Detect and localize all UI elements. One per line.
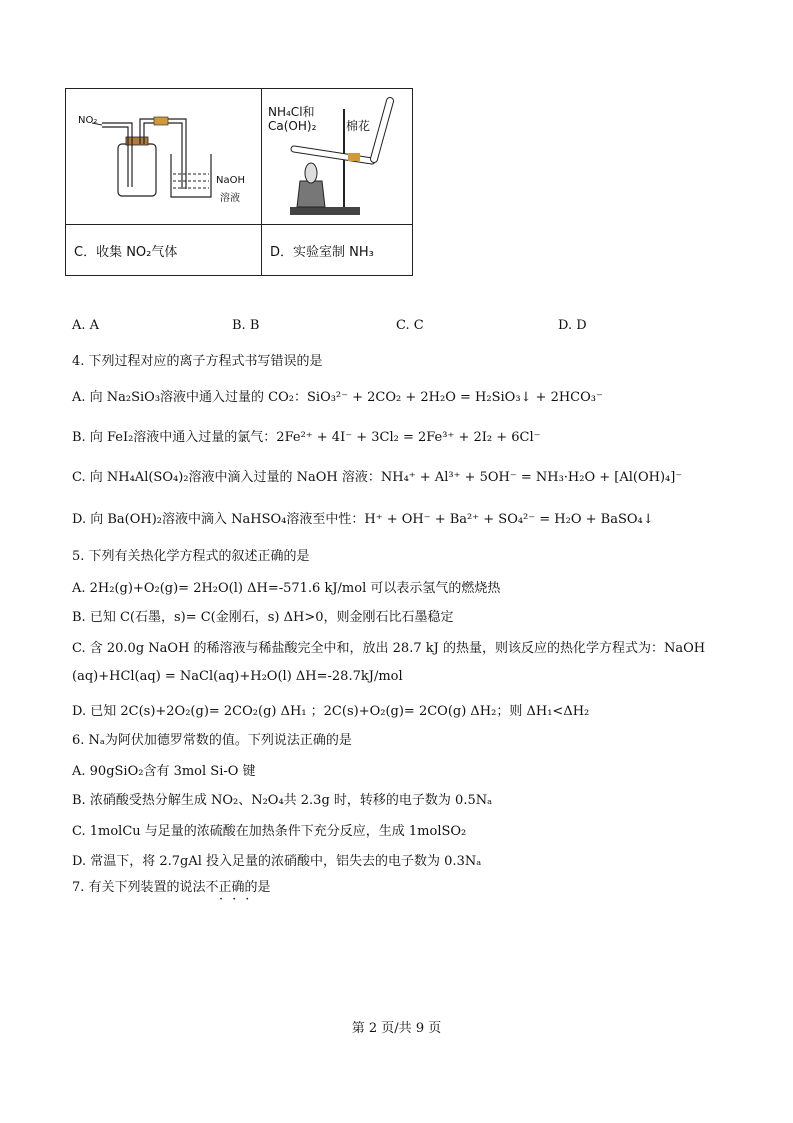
q5-option-b: B. 已知 C(石墨，s)= C(金刚石，s) ΔH>0，则金刚石比石墨稳定 <box>72 610 454 625</box>
emphasis-dots: ··· <box>219 892 259 907</box>
apparatus-table <box>65 88 413 276</box>
q6-option-d: D. 常温下，将 2.7gAl 投入足量的浓硝酸中，铝失去的电子数为 0.3Nₐ <box>72 854 482 869</box>
q6-stem: 6. Nₐ为阿伏加德罗常数的值。下列说法正确的是 <box>72 733 352 748</box>
q6-option-a: A. 90gSiO₂含有 3mol Si-O 键 <box>72 764 256 779</box>
q7-stem: 7. 有关下列装置的说法不正确的是 <box>72 880 271 895</box>
q3-option-b: B. B <box>232 318 260 333</box>
q4-option-c: C. 向 NH₄Al(SO₄)₂溶液中滴入过量的 NaOH 溶液：NH₄⁺ + Al³⁺ + 5OH⁻ = NH₃·H₂O + [Al(OH)₄]⁻ <box>72 470 683 485</box>
no2-label: NO₂ <box>78 115 98 126</box>
q3-option-c: C. C <box>396 318 424 333</box>
q5-option-a: A. 2H₂(g)+O₂(g)= 2H₂O(l) ΔH=-571.6 kJ/mol 可以表示氢气的燃烧热 <box>72 581 501 596</box>
caption-d: D．实验室制 NH₃ <box>262 225 413 276</box>
q5-stem: 5. 下列有关热化学方程式的叙述正确的是 <box>72 549 310 564</box>
reagent-label-2: Ca(OH)₂ <box>268 119 317 133</box>
q4-option-a: A. 向 Na₂SiO₃溶液中通入过量的 CO₂：SiO₃²⁻ + 2CO₂ + 2H₂O = H₂SiO₃↓ + 2HCO₃⁻ <box>72 390 603 405</box>
q4-option-d: D. 向 Ba(OH)₂溶液中滴入 NaHSO₄溶液至中性：H⁺ + OH⁻ + Ba²⁺ + SO₄²⁻ = H₂O + BaSO₄↓ <box>72 512 654 527</box>
q3-option-d: D. D <box>558 318 587 333</box>
q6-option-c: C. 1molCu 与足量的浓硫酸在加热条件下充分反应，生成 1molSO₂ <box>72 824 467 839</box>
q6-option-b: B. 浓硝酸受热分解生成 NO₂、N₂O₄共 2.3g 时，转移的电子数为 0.5Nₐ <box>72 793 493 808</box>
q5-option-c-line1: C. 含 20.0g NaOH 的稀溶液与稀盐酸完全中和，放出 28.7 kJ 的热量，则该反应的热化学方程式为：NaOH <box>72 641 706 656</box>
page-footer: 第 2 页/共 9 页 <box>351 1021 442 1036</box>
naoh-label: NaOH <box>216 175 245 186</box>
q4-stem: 4. 下列过程对应的离子方程式书写错误的是 <box>72 354 323 369</box>
figure-c-cell <box>66 89 262 225</box>
solution-label: 溶液 <box>220 193 240 204</box>
q5-option-c-line2: (aq)+HCl(aq) = NaCl(aq)+H₂O(l) ΔH=-28.7kJ/mol <box>72 669 403 684</box>
q3-option-a: A. A <box>72 318 100 333</box>
q5-option-d: D. 已知 2C(s)+2O₂(g)= 2CO₂(g) ΔH₁ ；2C(s)+O₂(g)= 2CO(g) ΔH₂；则 ΔH₁<ΔH₂ <box>72 704 590 719</box>
cotton-label: 棉花 <box>346 119 371 133</box>
figure-d-cell <box>262 89 413 225</box>
caption-c: C．收集 NO₂气体 <box>66 225 262 276</box>
q4-option-b: B. 向 FeI₂溶液中通入过量的氯气：2Fe²⁺ + 4I⁻ + 3Cl₂ = 2Fe³⁺ + 2I₂ + 6Cl⁻ <box>72 430 541 445</box>
reagent-label-1: NH₄Cl和 <box>268 105 315 119</box>
